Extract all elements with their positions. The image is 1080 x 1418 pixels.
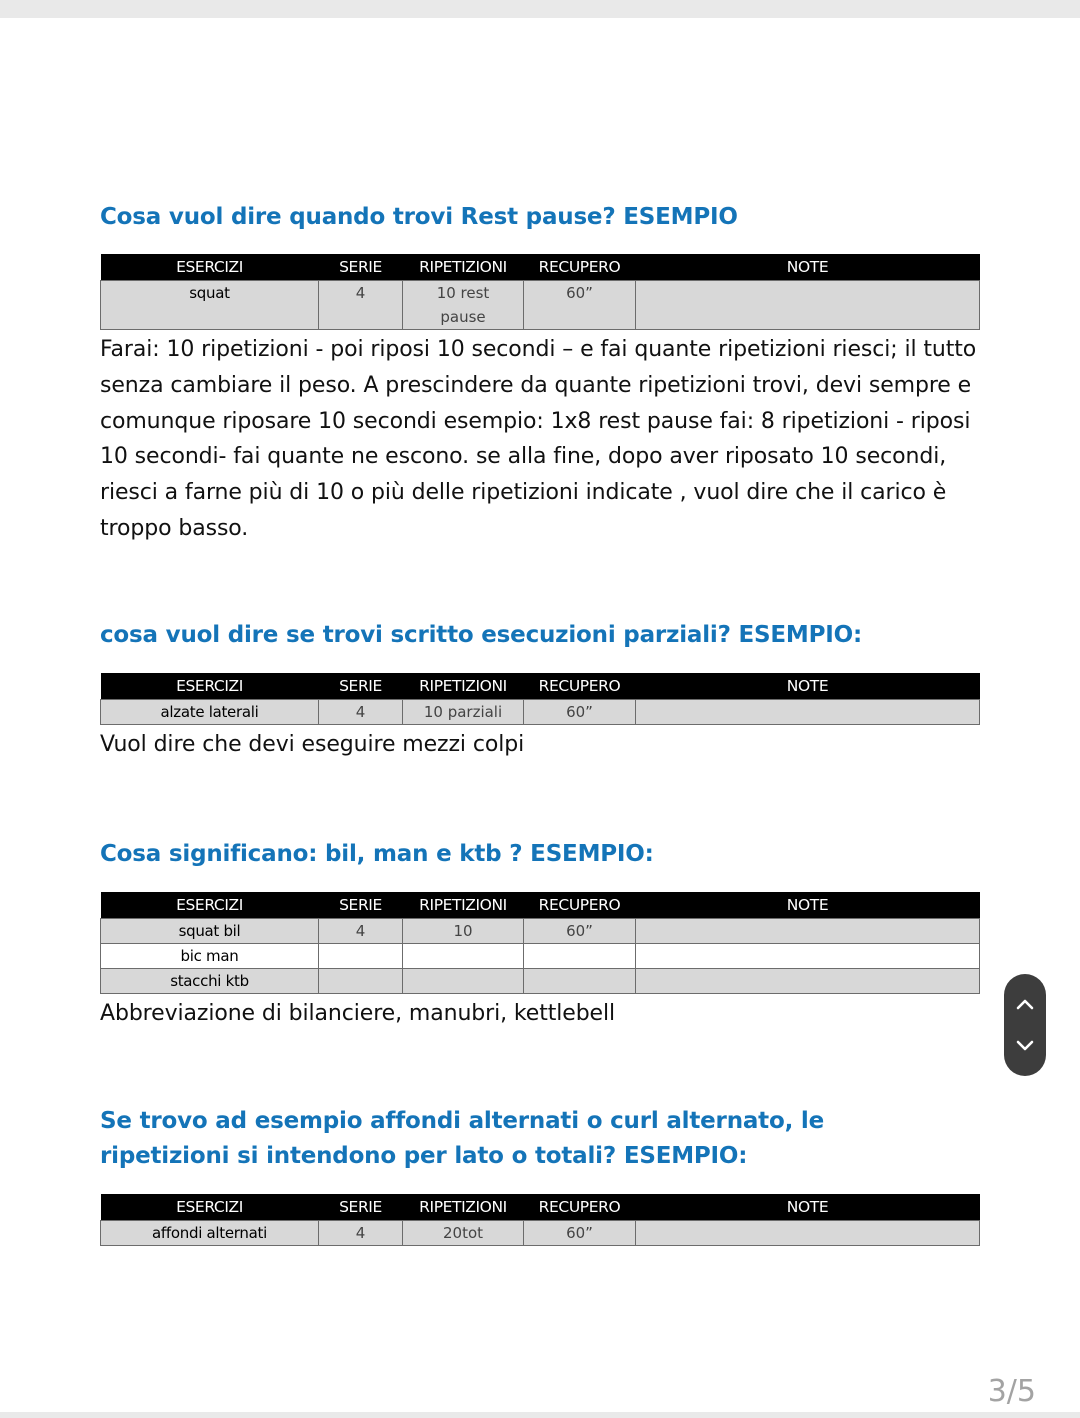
section-title: Cosa significano: bil, man e ktb ? ESEMPIO:: [100, 841, 654, 867]
cell-ripetizioni: [403, 944, 524, 969]
header-serie: SERIE: [319, 1194, 403, 1221]
header-ripetizioni: RIPETIZIONI: [403, 673, 524, 700]
document-page: [0, 18, 1080, 1412]
cell-note: [636, 1221, 980, 1246]
header-note: NOTE: [636, 254, 980, 281]
header-esercizi: ESERCIZI: [101, 892, 319, 919]
table-row: [101, 700, 980, 725]
cell-ripetizioni: 10 parziali: [403, 700, 524, 725]
cell-esercizio: bic man: [101, 944, 319, 969]
cell-recupero: 60”: [524, 919, 636, 944]
cell-note: [636, 969, 980, 994]
exercise-table: [100, 673, 980, 725]
answer-text: Farai: 10 ripetizioni - poi riposi 10 secondi – e fai quante ripetizioni riesci; il tutto senza cambiare il peso. A prescindere da quante ripetizioni trovi, devi sempre e comunque riposare 10 secondi esempio: 1x8 rest pause fai: 8 ripetizioni - riposi 10 secondi- fai quante ne escono. se alla fine, dopo aver riposato 10 secondi, riesci a farne più di 10 o più delle ripetizioni indicate , vuol dire che il carico è troppo basso.: [100, 337, 977, 541]
section-rest-pause: [100, 200, 980, 547]
previous-page-button[interactable]: [1004, 986, 1046, 1022]
header-recupero: RECUPERO: [524, 892, 636, 919]
table-header-row: [101, 892, 980, 919]
header-esercizi: ESERCIZI: [101, 1194, 319, 1221]
header-recupero: RECUPERO: [524, 254, 636, 281]
exercise-table: [100, 254, 980, 330]
cell-recupero: [524, 944, 636, 969]
header-serie: SERIE: [319, 892, 403, 919]
section-title: Se trovo ad esempio affondi alternati o curl alternato, le ripetizioni si intendono per lato o totali? ESEMPIO:: [100, 1108, 825, 1169]
chevron-up-icon: [1016, 998, 1034, 1010]
next-page-button[interactable]: [1004, 1028, 1046, 1064]
header-esercizi: ESERCIZI: [101, 254, 319, 281]
cell-esercizio: affondi alternati: [101, 1221, 319, 1246]
cell-serie: 4: [319, 1221, 403, 1246]
cell-esercizio: stacchi ktb: [101, 969, 319, 994]
table-row: [101, 281, 980, 330]
chevron-down-icon: [1016, 1040, 1034, 1052]
cell-serie: 4: [319, 919, 403, 944]
cell-note: [636, 919, 980, 944]
header-recupero: RECUPERO: [524, 1194, 636, 1221]
cell-ripetizioni: 10: [403, 919, 524, 944]
section-abbreviazioni: [100, 837, 980, 1032]
section-esecuzioni-parziali: [100, 618, 980, 763]
cell-esercizio: squat: [101, 281, 319, 330]
header-note: NOTE: [636, 1194, 980, 1221]
cell-ripetizioni: 10 rest pause: [403, 281, 524, 330]
table-row: [101, 969, 980, 994]
table-header-row: [101, 254, 980, 281]
cell-recupero: 60”: [524, 700, 636, 725]
header-ripetizioni: RIPETIZIONI: [403, 254, 524, 281]
exercise-table: [100, 892, 980, 994]
header-note: NOTE: [636, 892, 980, 919]
cell-note: [636, 700, 980, 725]
cell-recupero: [524, 969, 636, 994]
header-recupero: RECUPERO: [524, 673, 636, 700]
answer-text: Vuol dire che devi eseguire mezzi colpi: [100, 732, 525, 757]
cell-esercizio: alzate laterali: [101, 700, 319, 725]
cell-esercizio: squat bil: [101, 919, 319, 944]
header-ripetizioni: RIPETIZIONI: [403, 892, 524, 919]
page-indicator: 3/5: [987, 1374, 1036, 1409]
header-ripetizioni: RIPETIZIONI: [403, 1194, 524, 1221]
header-serie: SERIE: [319, 254, 403, 281]
table-row: [101, 1221, 980, 1246]
section-title: cosa vuol dire se trovi scritto esecuzioni parziali? ESEMPIO:: [100, 622, 862, 648]
cell-recupero: 60”: [524, 281, 636, 330]
cell-serie: 4: [319, 700, 403, 725]
page-navigation: [1004, 974, 1046, 1076]
header-serie: SERIE: [319, 673, 403, 700]
table-header-row: [101, 673, 980, 700]
table-row: [101, 944, 980, 969]
header-esercizi: ESERCIZI: [101, 673, 319, 700]
cell-ripetizioni: 20tot: [403, 1221, 524, 1246]
cell-serie: 4: [319, 281, 403, 330]
cell-serie: [319, 969, 403, 994]
cell-note: [636, 944, 980, 969]
cell-recupero: 60”: [524, 1221, 636, 1246]
table-header-row: [101, 1194, 980, 1221]
table-row: [101, 919, 980, 944]
section-alternati: [100, 1104, 980, 1246]
cell-serie: [319, 944, 403, 969]
exercise-table: [100, 1194, 980, 1246]
cell-note: [636, 281, 980, 330]
section-title: Cosa vuol dire quando trovi Rest pause? ESEMPIO: [100, 204, 738, 230]
answer-text: Abbreviazione di bilanciere, manubri, kettlebell: [100, 1001, 616, 1026]
header-note: NOTE: [636, 673, 980, 700]
cell-ripetizioni: [403, 969, 524, 994]
